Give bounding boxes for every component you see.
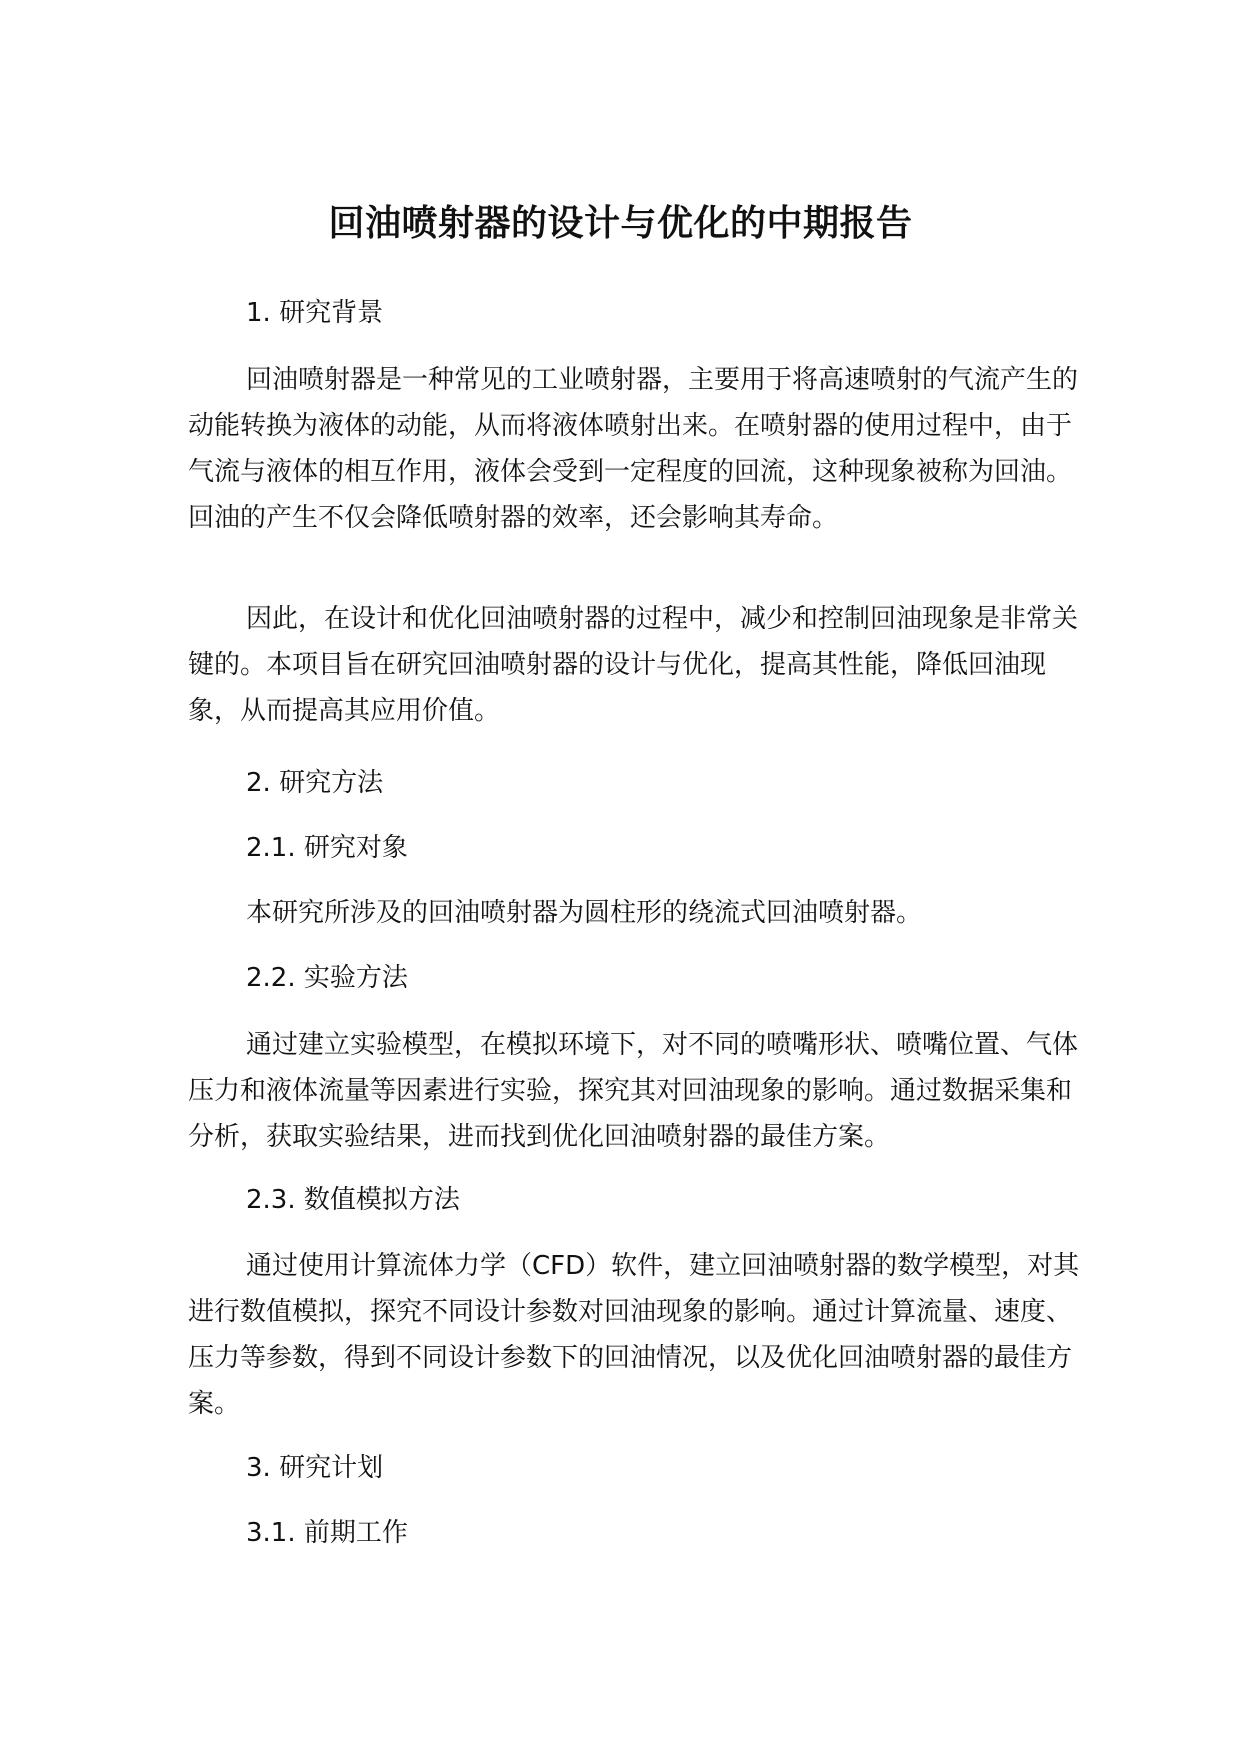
section-heading-background: 1. 研究背景: [246, 298, 384, 328]
section-heading-methods: 2. 研究方法: [246, 768, 384, 798]
subsection-heading-object: 2.1. 研究对象: [246, 833, 408, 863]
paragraph-experiment: 通过建立实验模型，在模拟环境下，对不同的喷嘴形状、喷嘴位置、气体压力和液体流量等因素进行实验，探究其对回油现象的影响。通过数据采集和分析，获取实验结果，进而找到优化回油喷射器的最佳方案。: [188, 1030, 1079, 1152]
paragraph-simulation: 通过使用计算流体力学（CFD）软件，建立回油喷射器的数学模型，对其进行数值模拟，探究不同设计参数对回油现象的影响。通过计算流量、速度、压力等参数，得到不同设计参数下的回油情况，以及优化回油喷射器的最佳方案。: [188, 1251, 1080, 1419]
paragraph-object: 本研究所涉及的回油喷射器为圆柱形的绕流式回油喷射器。: [246, 898, 923, 928]
section-heading-plan: 3. 研究计划: [246, 1453, 384, 1483]
subsection-heading-early-work: 3.1. 前期工作: [246, 1518, 408, 1548]
subsection-heading-simulation: 2.3. 数值模拟方法: [246, 1185, 460, 1215]
paragraph-background-2: 因此，在设计和优化回油喷射器的过程中，减少和控制回油现象是非常关键的。本项目旨在研究回油喷射器的设计与优化，提高其性能，降低回油现象，从而提高其应用价值。: [188, 604, 1079, 726]
subsection-heading-experiment: 2.2. 实验方法: [246, 963, 408, 993]
paragraph-background-1: 回油喷射器是一种常见的工业喷射器，主要用于将高速喷射的气流产生的动能转换为液体的动能，从而将液体喷射出来。在喷射器的使用过程中，由于气流与液体的相互作用，液体会受到一定程度的回流，这种现象被称为回油。回油的产生不仅会降低喷射器的效率，还会影响其寿命。: [188, 365, 1079, 533]
document-title: 回油喷射器的设计与优化的中期报告: [328, 203, 913, 245]
